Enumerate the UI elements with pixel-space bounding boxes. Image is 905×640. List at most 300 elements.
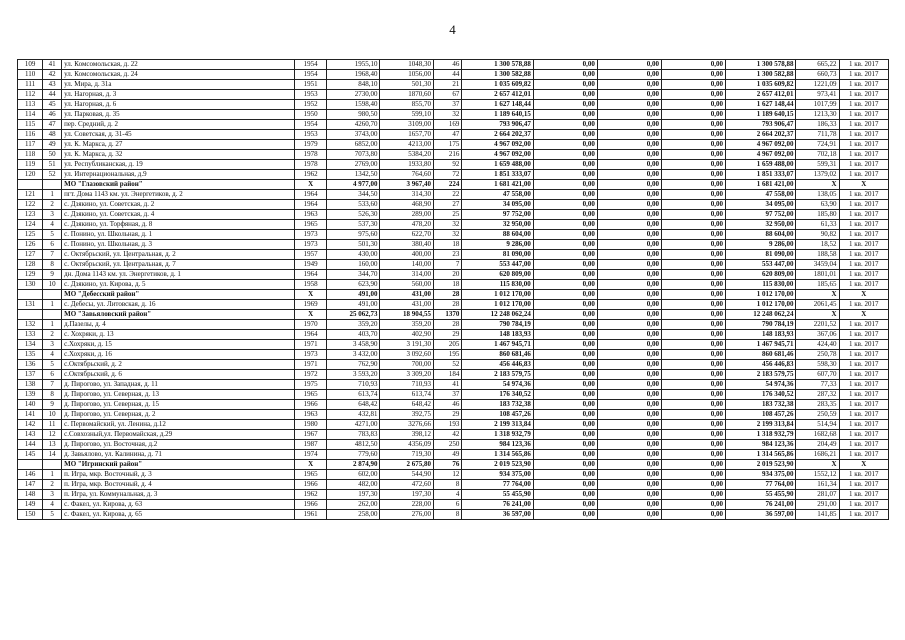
row-number xyxy=(18,460,43,470)
year-cell: 1962 xyxy=(295,170,327,180)
row-sub-number: 8 xyxy=(43,390,62,400)
table-row xyxy=(18,360,889,370)
table-row xyxy=(18,500,889,510)
cost-total-2-cell: 36 597,00 xyxy=(726,510,796,520)
unit-cost-cell: 514,94 xyxy=(796,420,839,430)
fund-cell-3: 0,00 xyxy=(661,150,725,160)
row-number: 150 xyxy=(18,510,43,520)
table-row xyxy=(18,270,889,280)
fund-cell-1: 0,00 xyxy=(533,100,597,110)
year-cell: 1972 xyxy=(295,370,327,380)
fund-cell-1: 0,00 xyxy=(533,110,597,120)
residents-cell: 37 xyxy=(434,100,462,110)
row-number: 109 xyxy=(18,60,43,70)
year-cell: 1979 xyxy=(295,140,327,150)
living-area-cell: 359,20 xyxy=(380,320,434,330)
fund-cell-1: 0,00 xyxy=(533,370,597,380)
cost-total-2-cell: 76 241,00 xyxy=(726,500,796,510)
fund-cell-1: 0,00 xyxy=(533,230,597,240)
living-area-cell: 289,00 xyxy=(380,210,434,220)
fund-cell-2: 0,00 xyxy=(597,230,661,240)
address-cell: МО "Глазовский район" xyxy=(62,180,295,190)
fund-cell-3: 0,00 xyxy=(661,310,725,320)
address-cell: с. Дзякино, ул. Торфяная, д. 8 xyxy=(62,220,295,230)
fund-cell-2: 0,00 xyxy=(597,250,661,260)
period-cell: X xyxy=(839,310,889,320)
total-area-cell: 648,42 xyxy=(326,400,380,410)
cost-total-cell: 77 764,00 xyxy=(462,480,533,490)
fund-cell-2: 0,00 xyxy=(597,510,661,520)
total-area-cell: 779,60 xyxy=(326,450,380,460)
row-number: 136 xyxy=(18,360,43,370)
period-cell: 1 кв. 2017 xyxy=(839,360,889,370)
fund-cell-1: 0,00 xyxy=(533,410,597,420)
row-sub-number: 47 xyxy=(43,120,62,130)
unit-cost-cell: 90,82 xyxy=(796,230,839,240)
address-cell: п. Игра, мкр. Восточный, д. 3 xyxy=(62,470,295,480)
year-cell: 1954 xyxy=(295,120,327,130)
cost-total-cell: 790 784,19 xyxy=(462,320,533,330)
address-cell: с. Хохряки, д. 13 xyxy=(62,330,295,340)
fund-cell-2: 0,00 xyxy=(597,490,661,500)
fund-cell-2: 0,00 xyxy=(597,120,661,130)
living-area-cell: 431,00 xyxy=(380,300,434,310)
row-number: 122 xyxy=(18,200,43,210)
cost-total-cell: 934 375,00 xyxy=(462,470,533,480)
residents-cell: 7 xyxy=(434,260,462,270)
unit-cost-cell: 1221,09 xyxy=(796,80,839,90)
address-cell: с. Дзякино, ул. Кирова, д. 5 xyxy=(62,280,295,290)
unit-cost-cell: 186,33 xyxy=(796,120,839,130)
row-sub-number: 3 xyxy=(43,340,62,350)
year-cell: 1963 xyxy=(295,210,327,220)
residents-cell: 29 xyxy=(434,330,462,340)
year-cell: 1974 xyxy=(295,450,327,460)
cost-total-2-cell: 9 286,00 xyxy=(726,240,796,250)
living-area-cell: 544,90 xyxy=(380,470,434,480)
total-area-cell: 783,83 xyxy=(326,430,380,440)
unit-cost-cell: 598,30 xyxy=(796,360,839,370)
unit-cost-cell: X xyxy=(796,460,839,470)
fund-cell-3: 0,00 xyxy=(661,260,725,270)
period-cell: 1 кв. 2017 xyxy=(839,120,889,130)
residents-cell: 29 xyxy=(434,410,462,420)
row-sub-number: 43 xyxy=(43,80,62,90)
row-sub-number: 5 xyxy=(43,510,62,520)
address-cell: МО "Завьяловский район" xyxy=(62,310,295,320)
cost-total-2-cell: 553 447,00 xyxy=(726,260,796,270)
fund-cell-2: 0,00 xyxy=(597,500,661,510)
cost-total-cell: 54 974,36 xyxy=(462,380,533,390)
fund-cell-2: 0,00 xyxy=(597,180,661,190)
total-area-cell: 1598,40 xyxy=(326,100,380,110)
cost-total-2-cell: 1 659 488,00 xyxy=(726,160,796,170)
living-area-cell: 431,00 xyxy=(380,290,434,300)
table-row xyxy=(18,220,889,230)
address-cell: пгт. Дома 1143 км. ул. Энергетиков, д. 2 xyxy=(62,190,295,200)
table-row xyxy=(18,400,889,410)
table-row xyxy=(18,80,889,90)
living-area-cell: 3 092,60 xyxy=(380,350,434,360)
cost-total-2-cell: 1 318 932,79 xyxy=(726,430,796,440)
address-cell: ул. Мира, д. 31а xyxy=(62,80,295,90)
address-cell: МО "Игринский район" xyxy=(62,460,295,470)
table-row xyxy=(18,130,889,140)
total-area-cell: 432,81 xyxy=(326,410,380,420)
row-sub-number: 5 xyxy=(43,230,62,240)
total-area-cell: 6852,00 xyxy=(326,140,380,150)
total-area-cell: 3 593,20 xyxy=(326,370,380,380)
cost-total-2-cell: 176 340,52 xyxy=(726,390,796,400)
unit-cost-cell: 250,59 xyxy=(796,410,839,420)
total-area-cell: 2769,00 xyxy=(326,160,380,170)
fund-cell-3: 0,00 xyxy=(661,130,725,140)
total-area-cell: 762,90 xyxy=(326,360,380,370)
year-cell: 1973 xyxy=(295,350,327,360)
fund-cell-1: 0,00 xyxy=(533,270,597,280)
residents-cell: 193 xyxy=(434,420,462,430)
residents-cell: 28 xyxy=(434,320,462,330)
year-cell: 1957 xyxy=(295,250,327,260)
period-cell: 1 кв. 2017 xyxy=(839,230,889,240)
unit-cost-cell: 1682,68 xyxy=(796,430,839,440)
table-row xyxy=(18,450,889,460)
row-number: 139 xyxy=(18,390,43,400)
year-cell: 1987 xyxy=(295,440,327,450)
fund-cell-2: 0,00 xyxy=(597,100,661,110)
fund-cell-1: 0,00 xyxy=(533,390,597,400)
cost-total-cell: 176 340,52 xyxy=(462,390,533,400)
total-area-cell: 623,90 xyxy=(326,280,380,290)
unit-cost-cell: 185,80 xyxy=(796,210,839,220)
fund-cell-3: 0,00 xyxy=(661,400,725,410)
period-cell: 1 кв. 2017 xyxy=(839,350,889,360)
fund-cell-1: 0,00 xyxy=(533,180,597,190)
cost-total-cell: 47 558,00 xyxy=(462,190,533,200)
row-number: 140 xyxy=(18,400,43,410)
year-cell: 1954 xyxy=(295,60,327,70)
living-area-cell: 314,00 xyxy=(380,270,434,280)
cost-total-cell: 81 090,00 xyxy=(462,250,533,260)
year-cell: X xyxy=(295,290,327,300)
cost-total-2-cell: 77 764,00 xyxy=(726,480,796,490)
fund-cell-1: 0,00 xyxy=(533,150,597,160)
residents-cell: 250 xyxy=(434,440,462,450)
fund-cell-3: 0,00 xyxy=(661,350,725,360)
cost-total-2-cell: 2 664 202,37 xyxy=(726,130,796,140)
cost-total-cell: 76 241,00 xyxy=(462,500,533,510)
period-cell: 1 кв. 2017 xyxy=(839,90,889,100)
residents-cell: 92 xyxy=(434,160,462,170)
table-row xyxy=(18,120,889,130)
table-row xyxy=(18,110,889,120)
year-cell: 1980 xyxy=(295,420,327,430)
row-number: 118 xyxy=(18,150,43,160)
total-area-cell: 2 874,90 xyxy=(326,460,380,470)
cost-total-2-cell: 1 681 421,00 xyxy=(726,180,796,190)
fund-cell-3: 0,00 xyxy=(661,360,725,370)
cost-total-2-cell: 1 300 582,88 xyxy=(726,70,796,80)
cost-total-2-cell: 1 012 170,00 xyxy=(726,300,796,310)
living-area-cell: 622,70 xyxy=(380,230,434,240)
fund-cell-1: 0,00 xyxy=(533,280,597,290)
row-sub-number: 14 xyxy=(43,450,62,460)
year-cell: 1978 xyxy=(295,160,327,170)
living-area-cell: 1933,80 xyxy=(380,160,434,170)
year-cell: 1965 xyxy=(295,470,327,480)
fund-cell-1: 0,00 xyxy=(533,380,597,390)
residents-cell: 32 xyxy=(434,230,462,240)
period-cell: 1 кв. 2017 xyxy=(839,410,889,420)
address-cell: ул. К. Маркса, д. 32 xyxy=(62,150,295,160)
fund-cell-2: 0,00 xyxy=(597,160,661,170)
residents-cell: 41 xyxy=(434,380,462,390)
table-row xyxy=(18,190,889,200)
fund-cell-3: 0,00 xyxy=(661,170,725,180)
fund-cell-3: 0,00 xyxy=(661,210,725,220)
cost-total-2-cell: 81 090,00 xyxy=(726,250,796,260)
address-cell: д. Пирогово, ул. Западная, д. 11 xyxy=(62,380,295,390)
period-cell: 1 кв. 2017 xyxy=(839,470,889,480)
fund-cell-3: 0,00 xyxy=(661,420,725,430)
row-number: 117 xyxy=(18,140,43,150)
cost-total-2-cell: 620 809,00 xyxy=(726,270,796,280)
row-number: 125 xyxy=(18,230,43,240)
unit-cost-cell: 63,90 xyxy=(796,200,839,210)
living-area-cell: 400,00 xyxy=(380,250,434,260)
address-cell: с.Хохряки, д. 16 xyxy=(62,350,295,360)
row-sub-number: 2 xyxy=(43,330,62,340)
fund-cell-2: 0,00 xyxy=(597,380,661,390)
living-area-cell: 855,70 xyxy=(380,100,434,110)
row-number: 127 xyxy=(18,250,43,260)
cost-total-2-cell: 1 035 609,82 xyxy=(726,80,796,90)
cost-total-cell: 1 012 170,00 xyxy=(462,290,533,300)
fund-cell-1: 0,00 xyxy=(533,490,597,500)
period-cell: 1 кв. 2017 xyxy=(839,110,889,120)
address-cell: с.Октябрьский, д. 6 xyxy=(62,370,295,380)
residents-cell: 25 xyxy=(434,210,462,220)
total-area-cell: 526,30 xyxy=(326,210,380,220)
address-cell: ул. Нагорная, д. 6 xyxy=(62,100,295,110)
cost-total-2-cell: 1 189 640,15 xyxy=(726,110,796,120)
year-cell: X xyxy=(295,180,327,190)
row-number: 116 xyxy=(18,130,43,140)
residents-cell: 18 xyxy=(434,280,462,290)
table-row xyxy=(18,410,889,420)
cost-total-cell: 2 664 202,37 xyxy=(462,130,533,140)
fund-cell-2: 0,00 xyxy=(597,390,661,400)
unit-cost-cell: 702,18 xyxy=(796,150,839,160)
cost-total-2-cell: 183 732,38 xyxy=(726,400,796,410)
residents-cell: 46 xyxy=(434,400,462,410)
row-sub-number: 6 xyxy=(43,240,62,250)
fund-cell-3: 0,00 xyxy=(661,160,725,170)
row-number: 147 xyxy=(18,480,43,490)
row-number: 145 xyxy=(18,450,43,460)
fund-cell-1: 0,00 xyxy=(533,310,597,320)
total-area-cell: 4 977,00 xyxy=(326,180,380,190)
living-area-cell: 276,00 xyxy=(380,510,434,520)
address-cell: ул. Интернациональная, д.9 xyxy=(62,170,295,180)
fund-cell-3: 0,00 xyxy=(661,240,725,250)
total-area-cell: 1342,50 xyxy=(326,170,380,180)
total-area-cell: 3743,00 xyxy=(326,130,380,140)
row-sub-number: 42 xyxy=(43,70,62,80)
table-row xyxy=(18,370,889,380)
unit-cost-cell: 77,33 xyxy=(796,380,839,390)
period-cell: 1 кв. 2017 xyxy=(839,500,889,510)
year-cell: X xyxy=(295,460,327,470)
residents-cell: 20 xyxy=(434,270,462,280)
address-cell: ул. Республиканская, д. 19 xyxy=(62,160,295,170)
residents-cell: 169 xyxy=(434,120,462,130)
fund-cell-3: 0,00 xyxy=(661,110,725,120)
cost-total-cell: 2 019 523,90 xyxy=(462,460,533,470)
fund-cell-3: 0,00 xyxy=(661,200,725,210)
period-cell: 1 кв. 2017 xyxy=(839,80,889,90)
row-number xyxy=(18,290,43,300)
row-sub-number: 11 xyxy=(43,420,62,430)
cost-total-2-cell: 1 467 945,71 xyxy=(726,340,796,350)
unit-cost-cell: 599,31 xyxy=(796,160,839,170)
fund-cell-1: 0,00 xyxy=(533,120,597,130)
fund-cell-3: 0,00 xyxy=(661,250,725,260)
residents-cell: 195 xyxy=(434,350,462,360)
fund-cell-1: 0,00 xyxy=(533,420,597,430)
row-number: 131 xyxy=(18,300,43,310)
row-number: 130 xyxy=(18,280,43,290)
period-cell: X xyxy=(839,290,889,300)
fund-cell-3: 0,00 xyxy=(661,340,725,350)
fund-cell-3: 0,00 xyxy=(661,430,725,440)
address-cell: п. Игра, мкр. Восточный, д. 4 xyxy=(62,480,295,490)
year-cell: 1962 xyxy=(295,490,327,500)
cost-total-cell: 34 095,00 xyxy=(462,200,533,210)
address-cell: с.Совхозный,ул. Первомайская, д.29 xyxy=(62,430,295,440)
living-area-cell: 380,40 xyxy=(380,240,434,250)
unit-cost-cell: 424,40 xyxy=(796,340,839,350)
cost-total-2-cell: 984 123,36 xyxy=(726,440,796,450)
period-cell: 1 кв. 2017 xyxy=(839,330,889,340)
row-number: 148 xyxy=(18,490,43,500)
period-cell: 1 кв. 2017 xyxy=(839,430,889,440)
total-area-cell: 430,00 xyxy=(326,250,380,260)
row-sub-number: 3 xyxy=(43,490,62,500)
unit-cost-cell: 281,07 xyxy=(796,490,839,500)
year-cell: 1964 xyxy=(295,200,327,210)
fund-cell-3: 0,00 xyxy=(661,480,725,490)
fund-cell-3: 0,00 xyxy=(661,290,725,300)
living-area-cell: 764,60 xyxy=(380,170,434,180)
residents-cell: 47 xyxy=(434,130,462,140)
unit-cost-cell: 1379,02 xyxy=(796,170,839,180)
unit-cost-cell: 724,91 xyxy=(796,140,839,150)
address-cell: с. Дзякино, ул. Советская, д. 2 xyxy=(62,200,295,210)
fund-cell-2: 0,00 xyxy=(597,110,661,120)
row-sub-number: 9 xyxy=(43,270,62,280)
row-sub-number: 1 xyxy=(43,320,62,330)
cost-total-cell: 55 455,90 xyxy=(462,490,533,500)
fund-cell-2: 0,00 xyxy=(597,400,661,410)
row-sub-number: 10 xyxy=(43,280,62,290)
row-number: 124 xyxy=(18,220,43,230)
fund-cell-1: 0,00 xyxy=(533,260,597,270)
cost-total-cell: 2 199 313,84 xyxy=(462,420,533,430)
unit-cost-cell: 2061,45 xyxy=(796,300,839,310)
row-number: 146 xyxy=(18,470,43,480)
year-cell: 1958 xyxy=(295,280,327,290)
address-cell: МО "Дебесский район" xyxy=(62,290,295,300)
table-row xyxy=(18,380,889,390)
unit-cost-cell: 2201,52 xyxy=(796,320,839,330)
cost-total-cell: 860 681,46 xyxy=(462,350,533,360)
living-area-cell: 314,30 xyxy=(380,190,434,200)
residents-cell: 224 xyxy=(434,180,462,190)
period-cell: 1 кв. 2017 xyxy=(839,150,889,160)
residents-cell: 28 xyxy=(434,300,462,310)
total-area-cell: 344,70 xyxy=(326,270,380,280)
cost-total-cell: 115 830,00 xyxy=(462,280,533,290)
total-area-cell: 602,00 xyxy=(326,470,380,480)
table-row xyxy=(18,330,889,340)
year-cell: 1954 xyxy=(295,70,327,80)
residents-cell: 175 xyxy=(434,140,462,150)
unit-cost-cell: X xyxy=(796,180,839,190)
fund-cell-2: 0,00 xyxy=(597,260,661,270)
residents-cell: 12 xyxy=(434,470,462,480)
cost-total-2-cell: 4 967 092,00 xyxy=(726,150,796,160)
period-cell: 1 кв. 2017 xyxy=(839,140,889,150)
housing-table xyxy=(17,59,889,520)
address-cell: с. Октябрьский, ул. Центральная, д. 7 xyxy=(62,260,295,270)
period-cell: 1 кв. 2017 xyxy=(839,400,889,410)
row-number: 141 xyxy=(18,410,43,420)
fund-cell-3: 0,00 xyxy=(661,410,725,420)
fund-cell-2: 0,00 xyxy=(597,60,661,70)
group-row xyxy=(18,460,889,470)
cost-total-2-cell: 2 199 313,84 xyxy=(726,420,796,430)
address-cell: пер. Средний, д. 2 xyxy=(62,120,295,130)
fund-cell-3: 0,00 xyxy=(661,100,725,110)
fund-cell-1: 0,00 xyxy=(533,220,597,230)
fund-cell-3: 0,00 xyxy=(661,320,725,330)
cost-total-cell: 2 657 412,01 xyxy=(462,90,533,100)
row-number: 133 xyxy=(18,330,43,340)
total-area-cell: 848,10 xyxy=(326,80,380,90)
table-row xyxy=(18,420,889,430)
fund-cell-3: 0,00 xyxy=(661,230,725,240)
fund-cell-2: 0,00 xyxy=(597,70,661,80)
cost-total-2-cell: 148 183,93 xyxy=(726,330,796,340)
fund-cell-1: 0,00 xyxy=(533,400,597,410)
residents-cell: 52 xyxy=(434,360,462,370)
fund-cell-1: 0,00 xyxy=(533,190,597,200)
row-number: 128 xyxy=(18,260,43,270)
table-row xyxy=(18,60,889,70)
year-cell: X xyxy=(295,310,327,320)
year-cell: 1951 xyxy=(295,80,327,90)
cost-total-2-cell: 1 012 170,00 xyxy=(726,290,796,300)
residents-cell: 22 xyxy=(434,190,462,200)
fund-cell-3: 0,00 xyxy=(661,300,725,310)
cost-total-cell: 4 967 092,00 xyxy=(462,140,533,150)
living-area-cell: 197,30 xyxy=(380,490,434,500)
cost-total-2-cell: 860 681,46 xyxy=(726,350,796,360)
total-area-cell: 197,30 xyxy=(326,490,380,500)
cost-total-2-cell: 790 784,19 xyxy=(726,320,796,330)
year-cell: 1969 xyxy=(295,300,327,310)
